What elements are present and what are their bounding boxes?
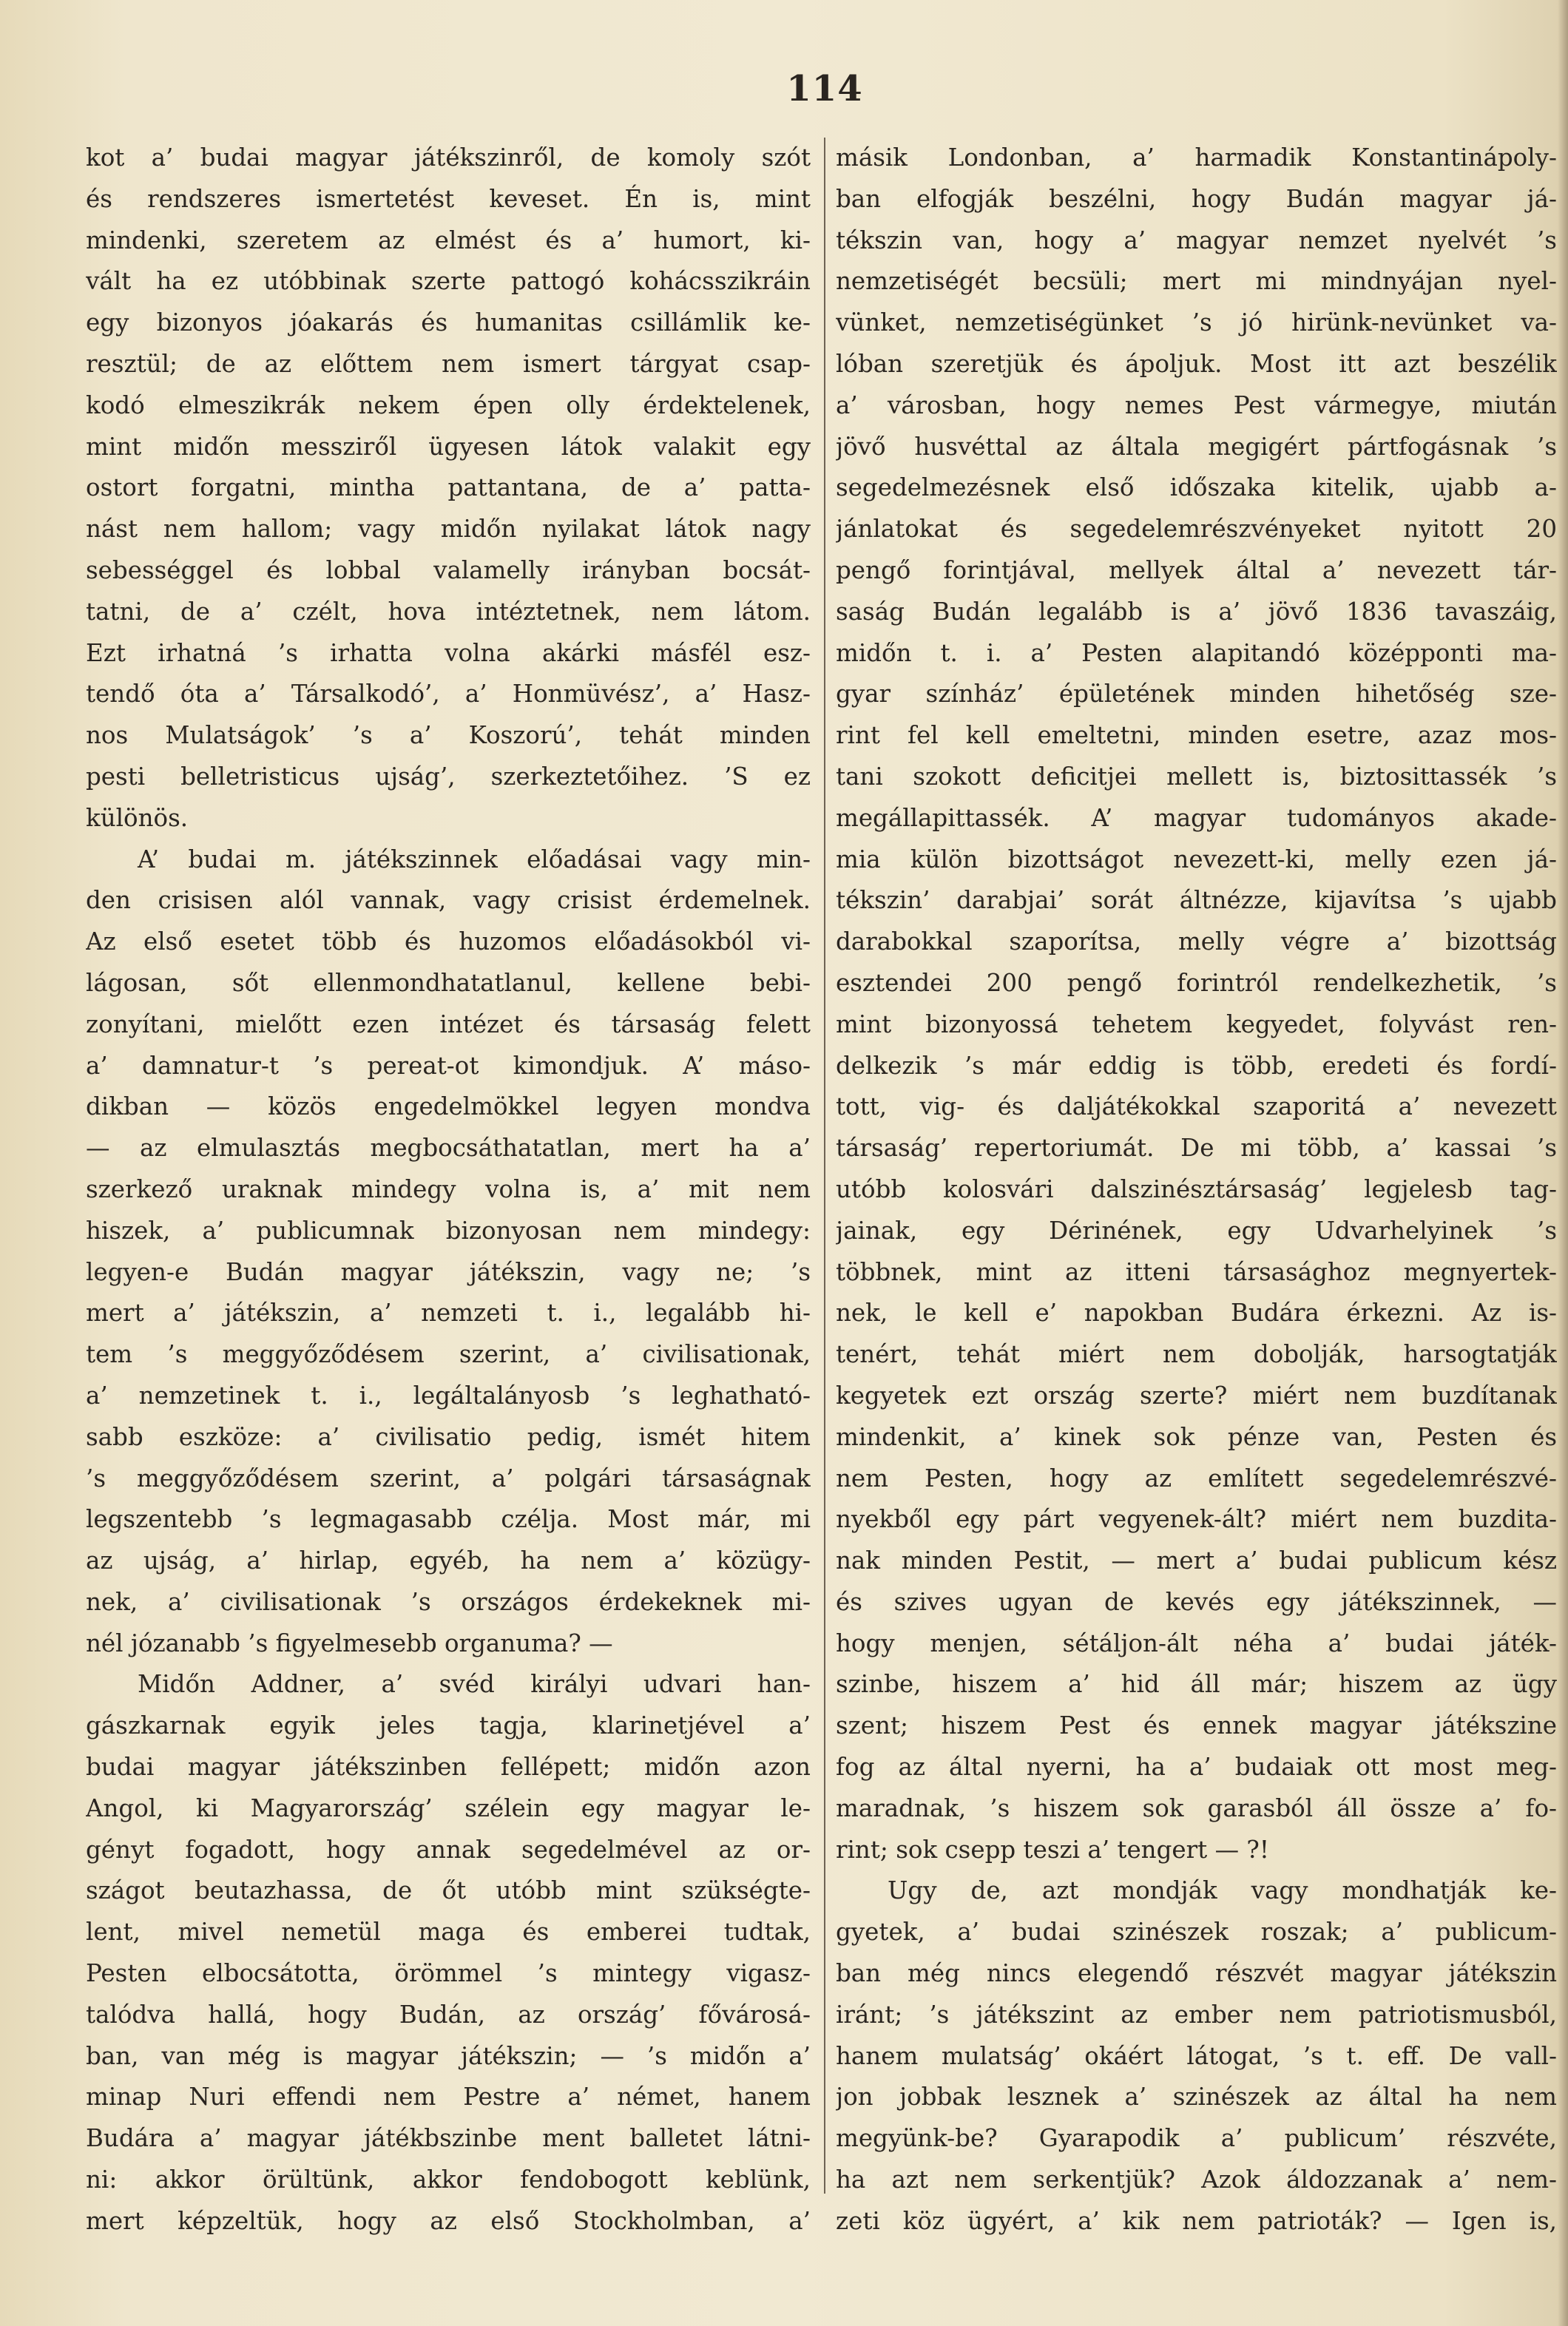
text-line: különös. <box>86 803 189 832</box>
text-line: tani szokott deficitjei mellett is, biztosittassék ’s <box>836 762 1557 791</box>
text-line: Pesten elbocsátotta, örömmel ’s mintegy vigasz- <box>86 1959 811 1988</box>
text-line: mert a’ játékszin, a’ nemzeti t. i., legalább hi- <box>86 1299 811 1328</box>
text-line: kot a’ budai magyar játékszinről, de komoly szót <box>86 143 811 172</box>
text-line: lágosan, sőt ellenmondhatatlanul, kellene bebi- <box>86 968 811 997</box>
text-line: szerkező uraknak mindegy volna is, a’ mit nem <box>86 1174 811 1203</box>
text-line: tékszin’ darabjai’ sorát áltnézze, kijavítsa ’s ujabb <box>836 886 1557 915</box>
text-line: nyekből egy párt vegyenek-ált? miért nem buzdita- <box>836 1505 1557 1534</box>
text-line: ban, van még is magyar játékszin; — ’s midőn a’ <box>86 2041 811 2070</box>
text-line: iránt; ’s játékszint az ember nem patriotismusból, <box>836 2000 1557 2029</box>
text-line: tendő óta a’ Társalkodó’, a’ Honmüvész’, a’ Hasz- <box>86 680 811 709</box>
right-column-text <box>836 138 1557 2282</box>
text-line: jon jobbak lesznek a’ szinészek az által ha nem <box>836 2083 1557 2112</box>
text-line: mia külön bizottságot nevezett-ki, melly ezen já- <box>836 845 1557 873</box>
text-line: gyar színház’ épületének minden hihetőség sze- <box>836 680 1557 709</box>
text-line: szágot beutazhassa, de őt utóbb mint szükségte- <box>86 1876 811 1905</box>
text-line: hanem mulatság’ okáért látogat, ’s t. eff. De vall- <box>836 2041 1557 2070</box>
text-line: Midőn Addner, a’ svéd királyi udvari han- <box>138 1670 811 1699</box>
text-line: társaság’ repertoriumát. De mi több, a’ kassai ’s <box>836 1134 1557 1163</box>
text-line: vünket, nemzetiségünket ’s jó hirünk-nevünket va- <box>836 308 1557 337</box>
text-line: nek, le kell e’ napokban Budára érkezni. Az is- <box>836 1299 1557 1328</box>
text-line: nást nem hallom; vagy midőn nyilakat látok nagy <box>86 515 811 544</box>
text-line: kegyetek ezt ország szerte? miért nem buzdítanak <box>836 1381 1557 1410</box>
text-line: zeti köz ügyért, a’ kik nem patrioták? — Igen is, <box>836 2206 1557 2235</box>
text-line: nél józanabb ’s figyelmesebb organuma? — <box>86 1629 613 1657</box>
text-line: dikban — közös engedelmökkel legyen mondva <box>86 1092 811 1121</box>
text-line: zonyítani, mielőtt ezen intézet és társaság felett <box>86 1010 811 1038</box>
text-line: és szives ugyan de kevés egy játékszinnek, — <box>836 1587 1557 1616</box>
text-line: pengő forintjával, mellyek által a’ nevezett tár- <box>836 555 1557 584</box>
text-line: segedelmezésnek első időszaka kitelik, ujabb a- <box>836 473 1557 502</box>
text-line: hogy menjen, sétáljon-ált néha a’ budai játék- <box>836 1629 1557 1657</box>
text-line: gényt fogadott, hogy annak segedelmével az or- <box>86 1835 811 1864</box>
text-line: a’ damnatur-t ’s pereat-ot kimondjuk. A’ máso- <box>86 1051 811 1080</box>
text-line: budai magyar játékszinben fellépett; midőn azon <box>86 1753 811 1782</box>
text-line: az ujság, a’ hirlap, egyéb, ha nem a’ közügy- <box>86 1546 811 1575</box>
text-line: tem ’s meggyőződésem szerint, a’ civilisationak, <box>86 1340 811 1369</box>
text-line: maradnak, ’s hiszem sok garasból áll össze a’ fo- <box>836 1793 1557 1822</box>
text-line: Angol, ki Magyarország’ szélein egy magyar le- <box>86 1793 811 1822</box>
text-line: ha azt nem serkentjük? Azok áldozzanak a’ nem- <box>836 2166 1557 2194</box>
text-line: utóbb kolosvári dalszinésztársaság’ legjelesb tag- <box>836 1174 1557 1203</box>
text-line: delkezik ’s már eddig is több, eredeti és fordí- <box>836 1051 1557 1080</box>
text-line: szinbe, hiszem a’ hid áll már; hiszem az ügy <box>836 1670 1557 1699</box>
text-line: egy bizonyos jóakarás és humanitas csillámlik ke- <box>86 308 811 337</box>
text-line: ban elfogják beszélni, hogy Budán magyar já- <box>836 184 1557 213</box>
text-line: a’ városban, hogy nemes Pest vármegye, miután <box>836 391 1557 419</box>
text-line: talódva hallá, hogy Budán, az ország’ fővárosá- <box>86 2000 811 2029</box>
text-line: lent, mivel nemetül maga és emberei tudtak, <box>86 1918 811 1947</box>
text-line: hiszek, a’ publicumnak bizonyosan nem mindegy: <box>86 1216 811 1245</box>
text-line: tatni, de a’ czélt, hova intéztetnek, nem látom. <box>86 597 811 626</box>
text-line: mint bizonyossá tehetem kegyedet, folyvást ren- <box>836 1010 1557 1038</box>
text-line: jainak, egy Dérinének, egy Udvarhelyinek ’s <box>836 1216 1557 1245</box>
text-line: vált ha ez utóbbinak szerte pattogó kohácsszikráin <box>86 267 811 296</box>
text-line: midőn t. i. a’ Pesten alapitandó középponti ma- <box>836 638 1557 667</box>
text-line: sebességgel és lobbal valamelly irányban bocsát- <box>86 555 811 584</box>
text-line: resztül; de az előttem nem ismert tárgyat csap- <box>86 349 811 378</box>
text-line: megyünk-be? Gyarapodik a’ publicum’ részvéte, <box>836 2124 1557 2153</box>
text-line: gászkarnak egyik jeles tagja, klarinetjével a’ <box>86 1711 811 1740</box>
text-line: saság Budán legalább is a’ jövő 1836 tavaszáig, <box>836 597 1557 626</box>
text-line: mindenkit, a’ kinek sok pénze van, Pesten és <box>836 1422 1557 1451</box>
text-line: fog az által nyerni, ha a’ budaiak ott most meg- <box>836 1753 1557 1782</box>
page-edge-shadow <box>1558 0 1568 2326</box>
text-line: többnek, mint az itteni társasághoz megnyertek- <box>836 1257 1557 1286</box>
text-line: kodó elmeszikrák nekem épen olly érdektelenek, <box>86 391 811 419</box>
text-line: Budára a’ magyar játékbszinbe ment balletet látni- <box>86 2124 811 2153</box>
text-line: A’ budai m. játékszinnek előadásai vagy min- <box>138 845 811 873</box>
text-line: mert képzeltük, hogy az első Stockholmban, a’ <box>86 2206 811 2235</box>
text-line: mindenki, szeretem az elmést és a’ humort, ki- <box>86 226 811 254</box>
column-divider <box>824 138 825 2194</box>
text-line: rint; sok csepp teszi a’ tengert — ?! <box>836 1835 1269 1864</box>
text-line: megállapittassék. A’ magyar tudományos akade- <box>836 803 1557 832</box>
text-line: Az első esetet több és huzomos előadásokból vi- <box>86 927 811 956</box>
text-line: nos Mulatságok’ ’s a’ Koszorú’, tehát minden <box>86 721 811 750</box>
text-line: esztendei 200 pengő forintról rendelkezhetik, ’s <box>836 968 1557 997</box>
text-line: ban még nincs elegendő részvét magyar játékszin <box>836 1959 1557 1988</box>
text-line: ’s meggyőződésem szerint, a’ polgári társaságnak <box>86 1464 811 1492</box>
text-line: tenért, tehát miért nem dobolják, harsogtatják <box>836 1340 1557 1369</box>
text-line: szent; hiszem Pest és ennek magyar játékszine <box>836 1711 1557 1740</box>
text-line: legyen-e Budán magyar játékszin, vagy ne; ’s <box>86 1257 811 1286</box>
text-line: jövő husvéttal az általa megigért pártfogásnak ’s <box>836 432 1557 461</box>
text-line: tott, vig- és daljátékokkal szaporitá a’ nevezett <box>836 1092 1557 1121</box>
text-line: gyetek, a’ budai szinészek roszak; a’ publicum- <box>836 1918 1557 1947</box>
text-line: nem Pesten, hogy az említett segedelemrészvé- <box>836 1464 1557 1492</box>
text-line: sabb eszköze: a’ civilisatio pedig, ismét hitem <box>86 1422 811 1451</box>
text-line: tékszin van, hogy a’ magyar nemzet nyelvét ’s <box>836 226 1557 254</box>
text-line: ostort forgatni, mintha pattantana, de a’ patta- <box>86 473 811 502</box>
text-line: jánlatokat és segedelemrészvényeket nyitott 20 <box>836 515 1557 544</box>
text-line: ni: akkor örültünk, akkor fendobogott keblünk, <box>86 2166 811 2194</box>
text-line: nemzetiségét becsüli; mert mi mindnyájan nyel- <box>836 267 1557 296</box>
text-line: nek, a’ civilisationak ’s országos érdekeknek mi- <box>86 1587 811 1616</box>
text-line: legszentebb ’s legmagasabb czélja. Most már, mi <box>86 1505 811 1534</box>
text-line: — az elmulasztás megbocsáthatatlan, mert ha a’ <box>86 1134 811 1163</box>
text-line: rint fel kell emeltetni, minden esetre, azaz mos- <box>836 721 1557 750</box>
text-line: darabokkal szaporítsa, melly végre a’ bizottság <box>836 927 1557 956</box>
page-number: 114 <box>786 68 863 109</box>
left-column-text <box>86 138 811 2282</box>
text-line: Ugy de, azt mondják vagy mondhatják ke- <box>888 1876 1557 1905</box>
text-line: mint midőn messziről ügyesen látok valakit egy <box>86 432 811 461</box>
text-line: másik Londonban, a’ harmadik Konstantinápoly- <box>836 143 1557 172</box>
text-line: a’ nemzetinek t. i., legáltalányosb ’s leghatható- <box>86 1381 811 1410</box>
text-line: lóban szeretjük és ápoljuk. Most itt azt beszélik <box>836 349 1557 378</box>
text-line: Ezt irhatná ’s irhatta volna akárki másfél esz- <box>86 638 811 667</box>
text-line: nak minden Pestit, — mert a’ budai publicum kész <box>836 1546 1557 1575</box>
text-line: pesti belletristicus ujság’, szerkeztetőihez. ’S ez <box>86 762 811 791</box>
text-line: és rendszeres ismertetést keveset. Én is, mint <box>86 184 811 213</box>
text-line: den crisisen alól vannak, vagy crisist érdemelnek. <box>86 886 811 915</box>
text-line: minap Nuri effendi nem Pestre a’ német, hanem <box>86 2083 811 2112</box>
